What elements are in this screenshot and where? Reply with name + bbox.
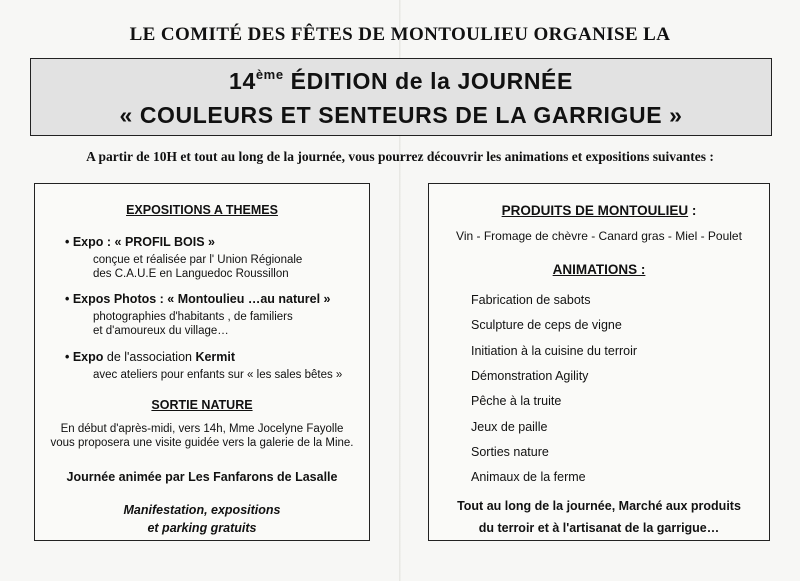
banner-line-2: « COULEURS ET SENTEURS DE LA GARRIGUE » bbox=[119, 102, 683, 128]
animation-item: Sorties nature bbox=[471, 444, 549, 459]
manifestation-line-1: Manifestation, expositions bbox=[123, 503, 281, 517]
animation-item: Animaux de la ferme bbox=[471, 470, 586, 485]
sortie-nature-title: SORTIE NATURE bbox=[151, 398, 253, 412]
animation-item: Démonstration Agility bbox=[471, 368, 589, 383]
expo-photos-desc-2: et d'amoureux du village… bbox=[93, 325, 229, 337]
banner-line-1 bbox=[31, 68, 771, 95]
expo-profil-bois-desc-2: des C.A.U.E en Languedoc Roussillon bbox=[93, 268, 289, 280]
sortie-desc-2: vous proposera une visite guidée vers la galerie de la Mine. bbox=[50, 437, 354, 449]
animation-item: Initiation à la cuisine du terroir bbox=[471, 343, 638, 358]
expo-photos: • Expos Photos : « Montoulieu …au naturel » bbox=[65, 292, 331, 306]
expositions-title: EXPOSITIONS A THEMES bbox=[126, 203, 278, 217]
produits-title: PRODUITS DE MONTOULIEU bbox=[501, 203, 689, 218]
footer-line-1: Tout au long de la journée, Marché aux produits bbox=[457, 499, 741, 513]
animation-item: Pêche à la truite bbox=[471, 394, 562, 409]
produits-list: Vin - Fromage de chèvre - Canard gras - Miel - Poulet bbox=[456, 229, 742, 243]
sortie-desc-1: En début d'après-midi, vers 14h, Mme Jocelyne Fayolle bbox=[60, 423, 344, 435]
animation-item: Fabrication de sabots bbox=[471, 293, 591, 307]
edition-number: 14 bbox=[229, 68, 256, 94]
title-banner bbox=[30, 58, 772, 136]
animation-item: Sculpture de ceps de vigne bbox=[471, 318, 622, 333]
expo-photos-desc-1: photographies d'habitants , de familiers bbox=[93, 311, 293, 323]
intro-text: A partir de 10H et tout au long de la journée, vous pourrez découvrir les animations et expositions suivantes : bbox=[86, 149, 714, 164]
expo-profil-bois-desc-1: conçue et réalisée par l' Union Régionale bbox=[93, 254, 303, 266]
journee-animee: Journée animée par Les Fanfarons de Lasalle bbox=[66, 470, 338, 484]
expo-kermit-desc: avec ateliers pour enfants sur « les sales bêtes » bbox=[93, 369, 343, 381]
footer-line-2: du terroir et à l'artisanat de la garrigue… bbox=[478, 521, 720, 535]
edition-suffix: ème bbox=[255, 67, 284, 82]
manifestation-line-2: et parking gratuits bbox=[147, 521, 257, 535]
expositions-panel bbox=[34, 183, 370, 541]
produits-heading: PRODUITS DE MONTOULIEU : bbox=[501, 203, 697, 218]
edition-text: ÉDITION de la JOURNÉE bbox=[290, 68, 573, 94]
expo-kermit: • Expo de l'association Kermit bbox=[65, 350, 236, 364]
expo-profil-bois: • Expo : « PROFIL BOIS » bbox=[65, 235, 216, 249]
animations-title: ANIMATIONS : bbox=[552, 262, 646, 277]
produits-animations-panel bbox=[428, 183, 770, 541]
header-title: LE COMITÉ DES FÊTES DE MONTOULIEU ORGANISE LA bbox=[129, 24, 671, 45]
animation-item: Jeux de paille bbox=[471, 419, 548, 434]
